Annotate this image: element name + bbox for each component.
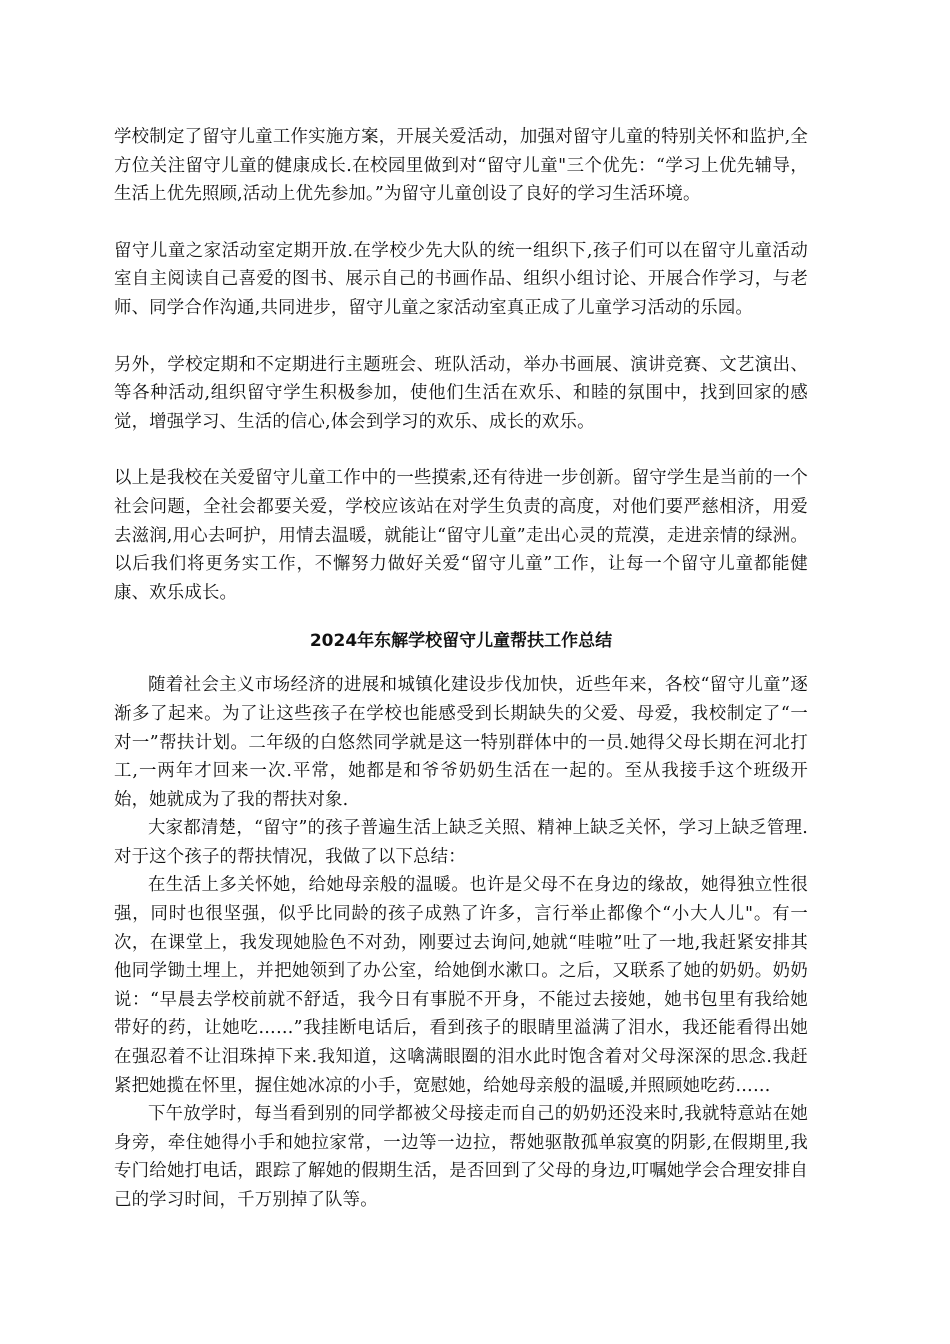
body-paragraph-3: 在生活上多关怀她，给她母亲般的温暖。也许是父母不在身边的缘故，她得独立性很强，同时也很坚强，似乎比同龄的孩子成熟了许多，言行举止都像个“小大人儿"。有一次，在课堂上，我发现她脸色不对劲，刚要过去询问,她就“哇啦”吐了一地,我赶紧安排其他同学锄土埋上，并把她领到了办公室，给她倒水漱口。之后，又联系了她的奶奶。奶奶说：“早晨去学校前就不舒适，我今日有事脱不开身，不能过去接她，她书包里有我给她带好的药，让她吃……”我挂断电话后，看到孩子的眼睛里溢满了泪水，我还能看得出她在强忍着不让泪珠掉下来.我知道，这噙满眼圈的泪水此时饱含着对父母深深的思念.我赶紧把她揽在怀里，握住她冰凉的小手，宽慰她，给她母亲般的温暖,并照顾她吃药…… xyxy=(114,875,808,1096)
body-paragraph-2: 大家都清楚，“留守”的孩子普遍生活上缺乏关照、精神上缺乏关怀，学习上缺乏管理.对于这个孩子的帮扶情况，我做了以下总结： xyxy=(114,818,808,867)
intro-paragraph-1: 学校制定了留守儿童工作实施方案，开展关爱活动，加强对留守儿童的特别关怀和监护,全方位关注留守儿童的健康成长.在校园里做到对“留守儿童"三个优先：“学习上优先辅导，生活上优先照顾,活动上优先参加。”为留守儿童创设了良好的学习生活环境。 xyxy=(114,127,808,205)
body-paragraph-1: 随着社会主义市场经济的进展和城镇化建设步伐加快，近些年来，各校“留守儿童”逐渐多了起来。为了让这些孩子在学校也能感受到长期缺失的父爱、母爱，我校制定了“一对一”帮扶计划。二年级的白悠然同学就是这一特别群体中的一员.她得父母长期在河北打工,一两年才回来一次.平常，她都是和爷爷奶奶生活在一起的。至从我接手这个班级开始，她就成为了我的帮扶对象. xyxy=(114,675,808,810)
section-title: 2024年东解学校留守儿童帮扶工作总结 xyxy=(309,631,613,652)
intro-paragraph-2: 留守儿童之家活动室定期开放.在学校少先大队的统一组织下,孩子们可以在留守儿童活动室自主阅读自己喜爱的图书、展示自己的书画作品、组织小组讨论、开展合作学习，与老师、同学合作沟通,共同进步，留守儿童之家活动室真正成了儿童学习活动的乐园。 xyxy=(114,240,808,318)
intro-paragraph-3: 另外，学校定期和不定期进行主题班会、班队活动，举办书画展、演讲竞赛、文艺演出、等各种活动,组织留守学生积极参加，使他们生活在欢乐、和睦的氛围中，找到回家的感觉，增强学习、生活的信心,体会到学习的欢乐、成长的欢乐。 xyxy=(114,354,808,432)
intro-paragraph-4: 以上是我校在关爱留守儿童工作中的一些摸索,还有待进一步创新。留守学生是当前的一个社会问题，全社会都要关爱，学校应该站在对学生负责的高度，对他们要严慈相济，用爱去滋润,用心去呵护，用情去温暖，就能让“留守儿童”走出心灵的荒漠，走进亲情的绿洲。以后我们将更务实工作，不懈努力做好关爱“留守儿童”工作，让每一个留守儿童都能健康、欢乐成长。 xyxy=(114,468,808,603)
body-paragraph-4: 下午放学时，每当看到别的同学都被父母接走而自己的奶奶还没来时,我就特意站在她身旁，牵住她得小手和她拉家常，一边等一边拉，帮她驱散孤单寂寞的阴影,在假期里,我专门给她打电话，跟踪了解她的假期生活，是否回到了父母的身边,叮嘱她学会合理安排自己的学习时间，千万别掉了队等。 xyxy=(114,1104,808,1210)
document-page xyxy=(114,123,808,1215)
